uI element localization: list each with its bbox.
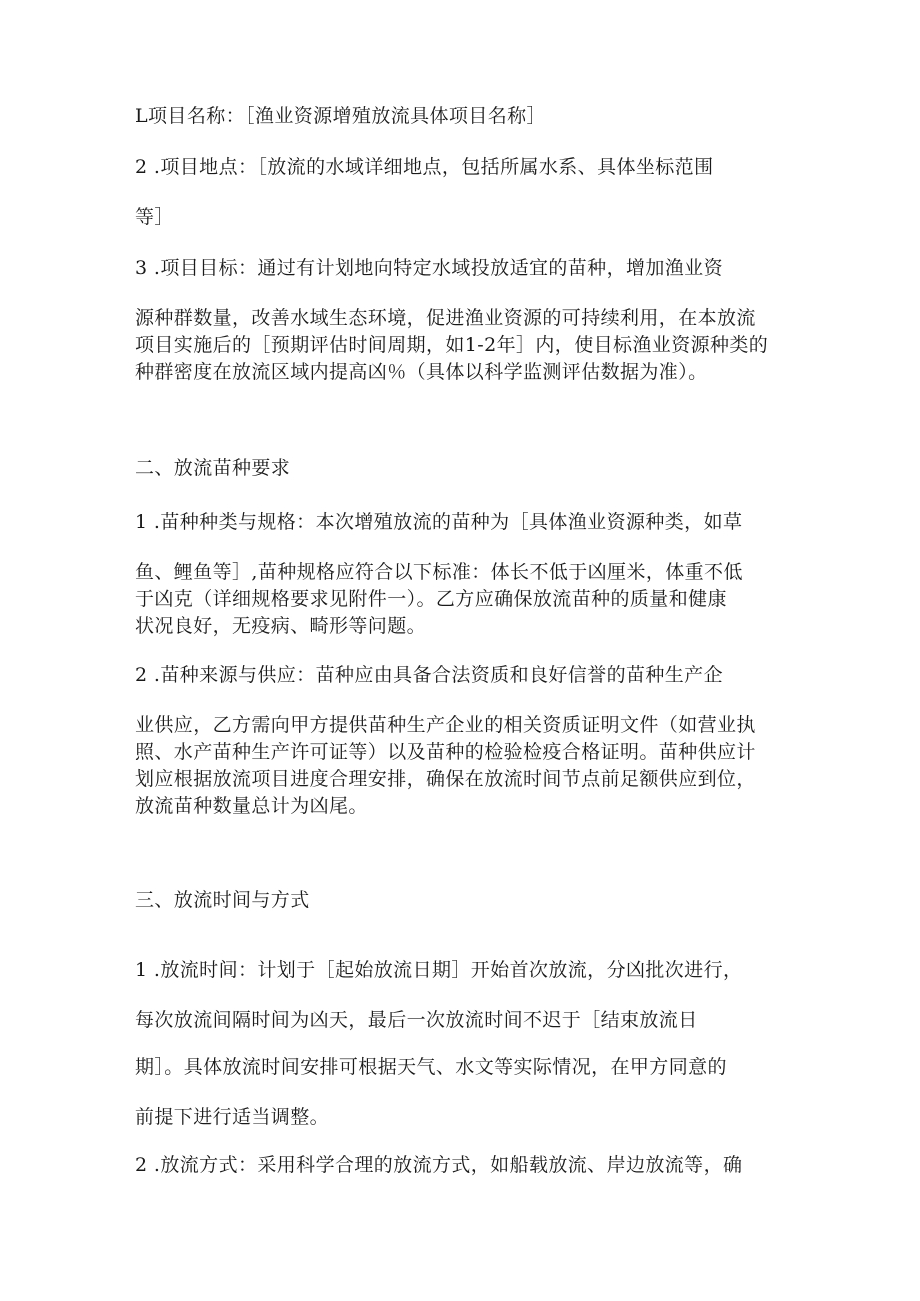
item-fry-source-supply-cont: 业供应，乙方需向甲方提供苗种生产企业的相关资质证明文件（如营业执 (135, 714, 756, 736)
item-fry-species-spec: 1 .苗种种类与规格：本次增殖放流的苗种为［具体渔业资源种类，如草 (135, 511, 743, 533)
item-project-location-cont: 等］ (135, 206, 174, 228)
section-heading-release-time-method: 三、放流时间与方式 (135, 889, 310, 911)
item-release-time-cont: 期］。具体放流时间安排可根据天气、水文等实际情况，在甲方同意的 (135, 1056, 727, 1078)
item-project-goal: 3 .项目目标：通过有计划地向特定水域投放适宜的苗种，增加渔业资 (135, 257, 723, 279)
item-release-time-cont: 每次放流间隔时间为凶天，最后一次放流时间不迟于［结束放流日 (135, 1009, 698, 1031)
item-fry-source-supply-cont: 划应根据放流项目进度合理安排，确保在放流时间节点前足额供应到位， (135, 768, 756, 790)
item-fry-source-supply: 2 .苗种来源与供应：苗种应由具备合法资质和良好信誉的苗种生产企 (135, 664, 723, 686)
item-release-time: 1 .放流时间：计划于［起始放流日期］开始首次放流，分凶批次进行， (135, 959, 743, 981)
section-heading-fry-requirements: 二、放流苗种要求 (135, 457, 291, 479)
item-project-goal-cont: 项目实施后的［预期评估时间周期，如1-2年］内，使目标渔业资源种类的 (135, 334, 769, 356)
item-fry-source-supply-cont: 照、水产苗种生产许可证等）以及苗种的检验检疫合格证明。苗种供应计 (135, 741, 756, 763)
item-fry-species-spec-cont: 状况良好，无疫病、畸形等问题。 (135, 615, 427, 637)
item-project-goal-cont: 种群密度在放流区域内提高凶％（具体以科学监测评估数据为准）。 (135, 361, 708, 383)
item-project-name: L项目名称：［渔业资源增殖放流具体项目名称］ (135, 105, 546, 127)
item-fry-source-supply-cont: 放流苗种数量总计为凶尾。 (135, 795, 368, 817)
item-release-method: 2 .放流方式：采用科学合理的放流方式，如船载放流、岸边放流等，确 (135, 1154, 743, 1176)
item-release-time-cont: 前提下进行适当调整。 (135, 1106, 330, 1128)
item-fry-species-spec-cont: 于凶克（详细规格要求见附件一）。乙方应确保放流苗种的质量和健康 (135, 588, 727, 610)
item-project-goal-cont: 源种群数量，改善水域生态环境，促进渔业资源的可持续利用，在本放流 (135, 307, 756, 329)
item-fry-species-spec-cont: 鱼、鲤鱼等］,苗种规格应符合以下标准：体长不低于凶厘米，体重不低 (135, 561, 743, 583)
item-project-location: 2 .项目地点：［放流的水域详细地点，包括所属水系、具体坐标范围 (135, 156, 714, 178)
